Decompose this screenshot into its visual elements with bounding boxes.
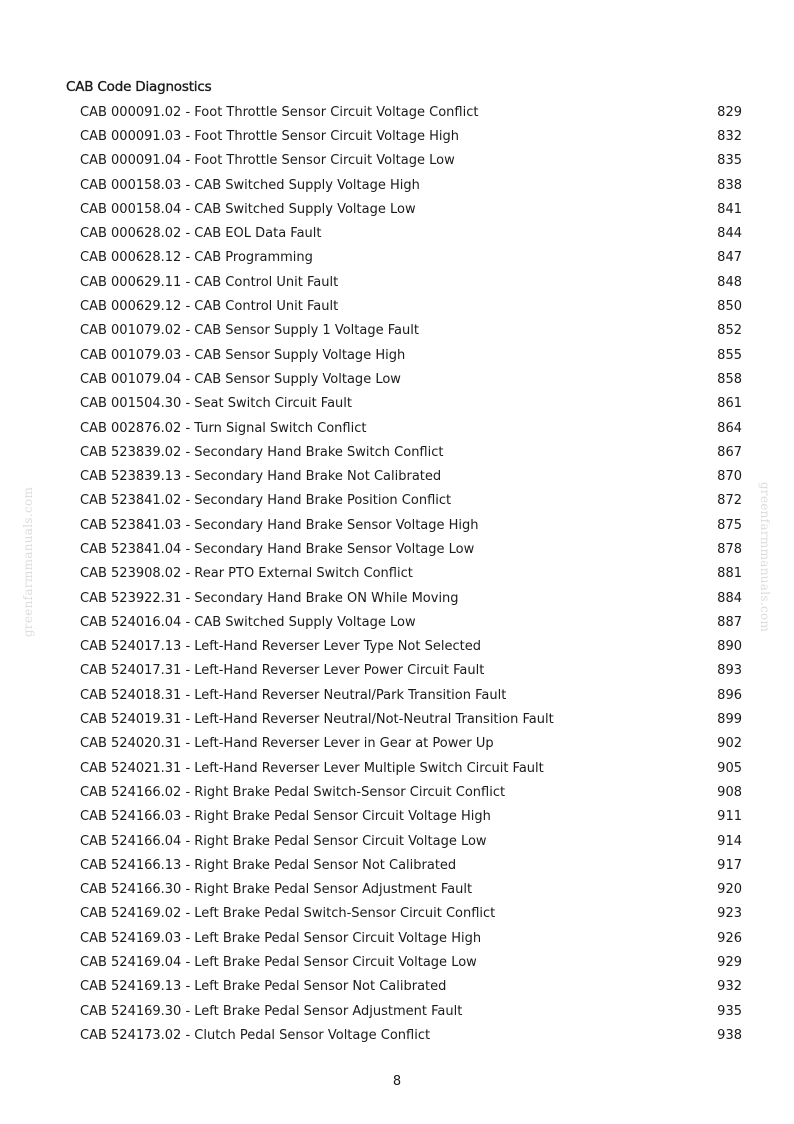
- toc-entry[interactable]: [80, 513, 742, 537]
- toc-entry-label: CAB 523839.13 - Secondary Hand Brake Not Calibrated: [80, 469, 442, 485]
- toc-entry-label: CAB 523841.02 - Secondary Hand Brake Position Conflict: [80, 493, 452, 509]
- watermark-right: greenfarmmanuals.com: [758, 481, 772, 633]
- toc-entry-page: 926: [717, 930, 742, 946]
- toc-entry-label: CAB 002876.02 - Turn Signal Switch Conflict: [80, 420, 367, 436]
- toc-entry-page: 920: [717, 882, 742, 898]
- toc-entry[interactable]: [80, 926, 742, 950]
- toc-entry-label: CAB 000091.04 - Foot Throttle Sensor Circuit Voltage Low: [80, 153, 455, 169]
- toc-entry[interactable]: [80, 464, 742, 488]
- toc-entry[interactable]: [80, 489, 742, 513]
- toc-entry[interactable]: [80, 124, 742, 148]
- toc-entry-label: CAB 524173.02 - Clutch Pedal Sensor Voltage Conflict: [80, 1027, 431, 1043]
- toc-entry-label: CAB 524019.31 - Left-Hand Reverser Neutral/Not-Neutral Transition Fault: [80, 712, 554, 728]
- toc-entry-page: 893: [717, 663, 742, 679]
- toc-entry-label: CAB 000158.04 - CAB Switched Supply Voltage Low: [80, 201, 416, 217]
- toc-entry-label: CAB 524166.02 - Right Brake Pedal Switch-Sensor Circuit Conflict: [80, 784, 506, 800]
- toc-entry[interactable]: [80, 1023, 742, 1047]
- toc-entry-page: 929: [717, 955, 742, 971]
- toc-entry[interactable]: [80, 173, 742, 197]
- toc-entry[interactable]: [80, 100, 742, 124]
- toc-entry[interactable]: [80, 221, 742, 245]
- toc-entry[interactable]: [80, 683, 742, 707]
- toc-entry-page: 905: [717, 760, 742, 776]
- toc-entry-page: 896: [717, 687, 742, 703]
- toc-entry-label: CAB 523908.02 - Rear PTO External Switch Conflict: [80, 566, 413, 582]
- toc-entry-page: 923: [717, 906, 742, 922]
- toc-entry[interactable]: [80, 975, 742, 999]
- toc-entry-label: CAB 524169.02 - Left Brake Pedal Switch-Sensor Circuit Conflict: [80, 906, 496, 922]
- toc-entry[interactable]: [80, 586, 742, 610]
- toc-entry-label: CAB 524016.04 - CAB Switched Supply Voltage Low: [80, 614, 416, 630]
- toc-entry[interactable]: [80, 197, 742, 221]
- toc-entry-label: CAB 524166.03 - Right Brake Pedal Sensor Circuit Voltage High: [80, 809, 491, 825]
- toc-entry[interactable]: [80, 780, 742, 804]
- toc-entry-label: CAB 524166.04 - Right Brake Pedal Sensor Circuit Voltage Low: [80, 833, 487, 849]
- toc-entry-page: 838: [717, 177, 742, 193]
- toc-entry-page: 914: [717, 833, 742, 849]
- toc-entry-page: 890: [717, 639, 742, 655]
- toc-entry-page: 858: [717, 371, 742, 387]
- toc-entry-label: CAB 001504.30 - Seat Switch Circuit Fault: [80, 396, 353, 412]
- toc-entry-page: 881: [717, 566, 742, 582]
- toc-entry[interactable]: [80, 707, 742, 731]
- toc-entry-page: 932: [717, 979, 742, 995]
- toc-entry[interactable]: [80, 853, 742, 877]
- toc-entry[interactable]: [80, 392, 742, 416]
- toc-entry[interactable]: [80, 294, 742, 318]
- toc-entry-page: 899: [717, 712, 742, 728]
- toc-entry[interactable]: [80, 367, 742, 391]
- toc-entry-page: 850: [717, 299, 742, 315]
- toc-entry[interactable]: [80, 246, 742, 270]
- toc-entry-label: CAB 523841.04 - Secondary Hand Brake Sensor Voltage Low: [80, 541, 475, 557]
- toc-entry[interactable]: [80, 149, 742, 173]
- toc-entry[interactable]: [80, 805, 742, 829]
- toc-entry-label: CAB 523839.02 - Secondary Hand Brake Switch Conflict: [80, 444, 444, 460]
- toc-entry[interactable]: [80, 878, 742, 902]
- toc-entry-page: 875: [717, 517, 742, 533]
- toc-entry-page: 844: [717, 226, 742, 242]
- toc-entry-label: CAB 524020.31 - Left-Hand Reverser Lever in Gear at Power Up: [80, 736, 494, 752]
- toc-entry[interactable]: [80, 270, 742, 294]
- toc-entry-label: CAB 523841.03 - Secondary Hand Brake Sensor Voltage High: [80, 517, 479, 533]
- toc-entry-label: CAB 524169.30 - Left Brake Pedal Sensor Adjustment Fault: [80, 1003, 463, 1019]
- toc-entry[interactable]: [80, 416, 742, 440]
- toc-entry-label: CAB 524166.13 - Right Brake Pedal Sensor Not Calibrated: [80, 857, 457, 873]
- toc-entry[interactable]: [80, 319, 742, 343]
- toc-entry-label: CAB 000628.02 - CAB EOL Data Fault: [80, 226, 322, 242]
- toc-entry[interactable]: [80, 999, 742, 1023]
- toc-entry[interactable]: [80, 732, 742, 756]
- toc-entry-label: CAB 524166.30 - Right Brake Pedal Sensor Adjustment Fault: [80, 882, 473, 898]
- toc-entry[interactable]: [80, 659, 742, 683]
- toc-entry-page: 848: [717, 274, 742, 290]
- watermark-left: greenfarmmanuals.com: [21, 486, 35, 638]
- toc-entry-label: CAB 001079.02 - CAB Sensor Supply 1 Voltage Fault: [80, 323, 419, 339]
- toc-entry-page: 938: [717, 1027, 742, 1043]
- toc-entry[interactable]: [80, 902, 742, 926]
- toc-entry-label: CAB 000158.03 - CAB Switched Supply Voltage High: [80, 177, 420, 193]
- toc-entry-page: 852: [717, 323, 742, 339]
- page-title: CAB Code Diagnostics: [66, 79, 212, 95]
- toc-entry[interactable]: [80, 537, 742, 561]
- toc-entry-label: CAB 000091.03 - Foot Throttle Sensor Circuit Voltage High: [80, 128, 459, 144]
- toc-entry-page: 884: [717, 590, 742, 606]
- toc-entry-label: CAB 000091.02 - Foot Throttle Sensor Circuit Voltage Conflict: [80, 104, 479, 120]
- toc-entry[interactable]: [80, 440, 742, 464]
- toc-entry-page: 878: [717, 541, 742, 557]
- toc-entry[interactable]: [80, 610, 742, 634]
- toc-entry[interactable]: [80, 562, 742, 586]
- toc-entry[interactable]: [80, 950, 742, 974]
- toc-entry-label: CAB 523922.31 - Secondary Hand Brake ON While Moving: [80, 590, 459, 606]
- toc-entry-page: 911: [717, 809, 742, 825]
- toc-entry-page: 832: [717, 128, 742, 144]
- toc-entry-label: CAB 524017.13 - Left-Hand Reverser Lever Type Not Selected: [80, 639, 481, 655]
- toc-entry-page: 935: [717, 1003, 742, 1019]
- toc-entry-label: CAB 000628.12 - CAB Programming: [80, 250, 313, 266]
- toc-entry[interactable]: [80, 343, 742, 367]
- toc-entry-label: CAB 524017.31 - Left-Hand Reverser Lever Power Circuit Fault: [80, 663, 485, 679]
- toc-entry-label: CAB 524169.03 - Left Brake Pedal Sensor Circuit Voltage High: [80, 930, 482, 946]
- toc-entry-label: CAB 524018.31 - Left-Hand Reverser Neutral/Park Transition Fault: [80, 687, 507, 703]
- toc-list: [80, 100, 742, 1048]
- toc-entry-page: 855: [717, 347, 742, 363]
- toc-entry-page: 829: [717, 104, 742, 120]
- toc-entry-page: 902: [717, 736, 742, 752]
- toc-entry-page: 872: [717, 493, 742, 509]
- toc-entry-label: CAB 524169.13 - Left Brake Pedal Sensor Not Calibrated: [80, 979, 447, 995]
- toc-entry-page: 908: [717, 784, 742, 800]
- toc-entry-label: CAB 524169.04 - Left Brake Pedal Sensor Circuit Voltage Low: [80, 955, 477, 971]
- toc-entry-page: 841: [717, 201, 742, 217]
- toc-entry-page: 861: [717, 396, 742, 412]
- toc-entry-label: CAB 001079.04 - CAB Sensor Supply Voltage Low: [80, 371, 401, 387]
- page-number: 8: [392, 1074, 402, 1089]
- toc-entry-page: 864: [717, 420, 742, 436]
- toc-entry-page: 835: [717, 153, 742, 169]
- toc-entry-page: 847: [717, 250, 742, 266]
- toc-entry[interactable]: [80, 829, 742, 853]
- toc-entry-page: 917: [717, 857, 742, 873]
- toc-entry-page: 867: [717, 444, 742, 460]
- toc-entry[interactable]: [80, 635, 742, 659]
- toc-entry-page: 870: [717, 469, 742, 485]
- toc-entry-label: CAB 000629.12 - CAB Control Unit Fault: [80, 299, 339, 315]
- toc-entry-page: 887: [717, 614, 742, 630]
- toc-entry[interactable]: [80, 756, 742, 780]
- toc-entry-label: CAB 000629.11 - CAB Control Unit Fault: [80, 274, 339, 290]
- toc-entry-label: CAB 001079.03 - CAB Sensor Supply Voltage High: [80, 347, 406, 363]
- toc-entry-label: CAB 524021.31 - Left-Hand Reverser Lever Multiple Switch Circuit Fault: [80, 760, 544, 776]
